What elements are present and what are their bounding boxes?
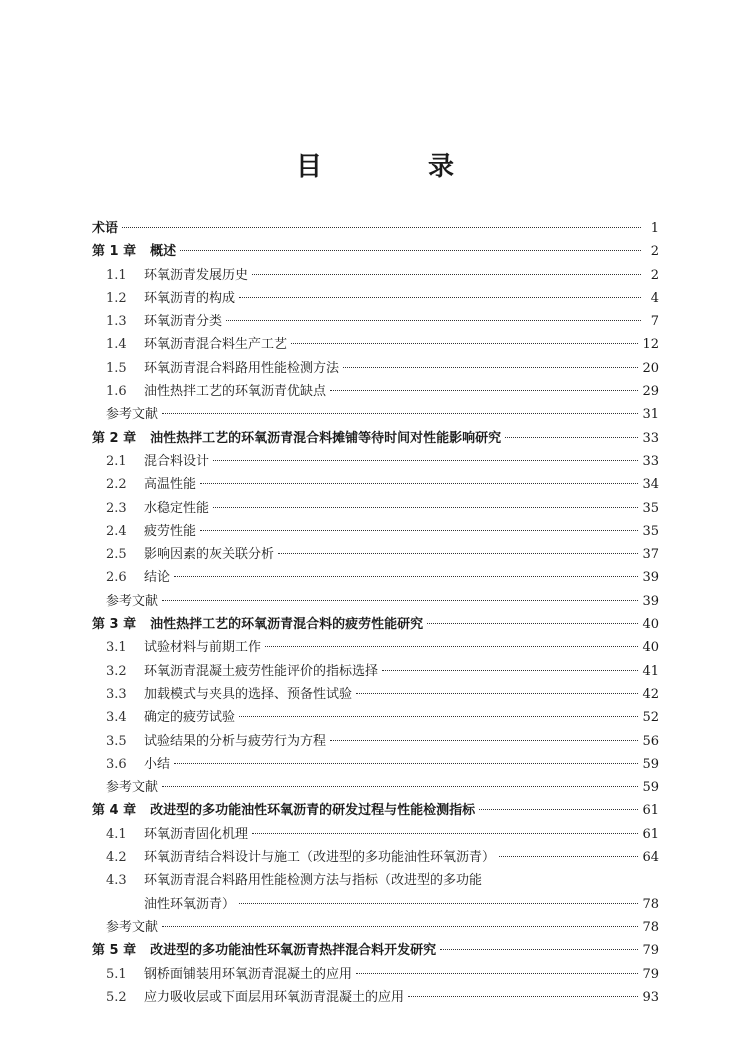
toc-entry-page: 59	[642, 756, 659, 772]
toc-entry-page: 35	[642, 523, 659, 539]
toc-entry-number: 1.5	[106, 360, 127, 376]
toc-entry-number: 第 2 章	[92, 430, 137, 446]
toc-entry[interactable]	[92, 939, 659, 962]
toc-entry-number: 1.2	[106, 290, 127, 306]
dot-leader	[330, 740, 638, 741]
toc-entry-page: 40	[642, 617, 659, 633]
toc-entry-label: 参考文献	[106, 593, 159, 609]
toc-entry[interactable]	[92, 660, 659, 683]
toc-entry-label: 环氧沥青混合料生产工艺	[144, 337, 288, 353]
toc-entry[interactable]	[92, 846, 659, 869]
toc-entry-page: 39	[642, 570, 659, 586]
toc-entry[interactable]	[92, 333, 659, 356]
toc-entry-label: 术语	[92, 221, 119, 236]
toc-entry-number: 2.5	[106, 547, 127, 563]
toc-entry-page: 93	[642, 989, 659, 1005]
toc-entry[interactable]	[92, 869, 659, 892]
dot-leader	[505, 437, 638, 438]
toc-entry[interactable]	[92, 217, 659, 240]
toc-entry-label: 改进型的多功能油性环氧沥青热拌混合料开发研究	[150, 943, 437, 959]
toc-entry-page: 39	[642, 593, 659, 609]
toc-entry-page: 12	[642, 337, 659, 353]
toc-entry-label: 小结	[144, 756, 171, 772]
toc-entry-label: 确定的疲劳试验	[144, 710, 236, 726]
toc-entry[interactable]	[92, 240, 659, 263]
toc-entry[interactable]	[92, 730, 659, 753]
toc-entry-page: 29	[642, 384, 659, 400]
toc-entry-number: 3.5	[106, 733, 127, 749]
toc-entry-page: 20	[642, 360, 659, 376]
toc-entry[interactable]	[92, 450, 659, 473]
toc-entry-page: 2	[650, 244, 659, 260]
dot-leader	[265, 646, 638, 647]
dot-leader	[499, 856, 638, 857]
toc-entry[interactable]	[92, 776, 659, 799]
table-of-contents	[92, 217, 659, 1009]
toc-entry-page: 37	[642, 547, 659, 563]
toc-entry-page: 42	[642, 686, 659, 702]
toc-entry[interactable]	[92, 310, 659, 333]
toc-entry-page: 34	[642, 477, 659, 493]
dot-leader	[356, 973, 638, 974]
toc-entry-number: 3.2	[106, 663, 127, 679]
toc-entry-label: 环氧沥青固化机理	[144, 826, 249, 842]
toc-entry-label: 环氧沥青分类	[144, 314, 223, 330]
toc-entry-number: 3.1	[106, 640, 127, 656]
toc-entry-number: 1.3	[106, 314, 127, 330]
toc-entry[interactable]	[92, 986, 659, 1009]
toc-entry-page: 40	[642, 640, 659, 656]
toc-entry-number: 4.1	[106, 826, 127, 842]
toc-entry[interactable]	[92, 823, 659, 846]
toc-entry-label: 油性热拌工艺的环氧沥青混合料摊铺等待时间对性能影响研究	[150, 430, 502, 446]
toc-entry-page: 79	[642, 943, 659, 959]
toc-entry-page: 59	[642, 780, 659, 796]
toc-entry-label: 油性环氧沥青）	[144, 896, 236, 912]
toc-entry-page: 61	[642, 826, 659, 842]
toc-entry-label: 参考文献	[106, 919, 159, 935]
toc-entry-label: 改进型的多功能油性环氧沥青的研发过程与性能检测指标	[150, 803, 476, 819]
toc-entry-number: 第 5 章	[92, 943, 137, 959]
toc-entry-number: 第 1 章	[92, 244, 137, 260]
dot-leader	[278, 553, 638, 554]
toc-entry-page: 31	[642, 407, 659, 423]
dot-leader	[162, 926, 638, 927]
toc-entry-number: 3.6	[106, 756, 127, 772]
toc-entry-label: 环氧沥青混合料路用性能检测方法	[144, 360, 340, 376]
toc-entry-page: 56	[642, 733, 659, 749]
toc-entry-number: 2.4	[106, 523, 127, 539]
toc-entry[interactable]	[92, 753, 659, 776]
dot-leader	[408, 996, 638, 997]
dot-leader	[180, 250, 641, 251]
toc-entry[interactable]	[92, 520, 659, 543]
toc-entry[interactable]	[92, 264, 659, 287]
toc-entry-number: 1.4	[106, 337, 127, 353]
dot-leader	[162, 600, 638, 601]
toc-entry[interactable]	[92, 613, 659, 636]
dot-leader	[174, 576, 638, 577]
toc-entry-page: 64	[642, 850, 659, 866]
toc-entry[interactable]	[92, 427, 659, 450]
toc-entry[interactable]	[92, 799, 659, 822]
toc-entry-page: 78	[642, 896, 659, 912]
toc-entry-number: 1.1	[106, 267, 127, 283]
toc-entry-label: 环氧沥青的构成	[144, 290, 236, 306]
toc-entry-page: 41	[642, 663, 659, 679]
toc-entry-label: 试验材料与前期工作	[144, 640, 262, 656]
toc-entry[interactable]	[92, 357, 659, 380]
toc-entry-page: 33	[642, 430, 659, 446]
toc-entry-number: 4.3	[106, 873, 127, 889]
dot-leader	[330, 390, 638, 391]
toc-entry-label: 混合料设计	[144, 453, 210, 469]
toc-entry-label: 参考文献	[106, 780, 159, 796]
toc-entry-label: 高温性能	[144, 477, 197, 493]
toc-entry[interactable]	[92, 893, 659, 916]
toc-entry[interactable]	[92, 380, 659, 403]
toc-entry-page: 4	[650, 290, 659, 306]
toc-entry-page: 2	[650, 267, 659, 283]
toc-entry-number: 第 4 章	[92, 803, 137, 819]
toc-entry-label: 参考文献	[106, 407, 159, 423]
toc-entry-number: 2.6	[106, 570, 127, 586]
dot-leader	[440, 949, 638, 950]
toc-entry[interactable]	[92, 287, 659, 310]
dot-leader	[226, 320, 641, 321]
dot-leader	[213, 460, 638, 461]
toc-entry[interactable]	[92, 566, 659, 589]
toc-entry[interactable]	[92, 636, 659, 659]
toc-entry-label: 油性热拌工艺的环氧沥青混合料的疲劳性能研究	[150, 617, 424, 633]
toc-entry-number: 5.2	[106, 989, 127, 1005]
dot-leader	[122, 227, 641, 228]
toc-entry-label: 水稳定性能	[144, 500, 210, 516]
toc-entry-number: 2.3	[106, 500, 127, 516]
dot-leader	[252, 833, 638, 834]
dot-leader	[427, 623, 638, 624]
toc-entry[interactable]	[92, 916, 659, 939]
toc-entry-number: 4.2	[106, 850, 127, 866]
toc-entry[interactable]	[92, 403, 659, 426]
toc-entry-label: 疲劳性能	[144, 523, 197, 539]
toc-entry-label: 概述	[150, 244, 177, 260]
dot-leader	[252, 274, 641, 275]
toc-entry-page: 33	[642, 453, 659, 469]
dot-leader	[356, 693, 638, 694]
dot-leader	[382, 670, 638, 671]
toc-entry-label: 试验结果的分析与疲劳行为方程	[144, 733, 327, 749]
dot-leader	[479, 809, 638, 810]
toc-entry-label: 应力吸收层或下面层用环氧沥青混凝土的应用	[144, 989, 405, 1005]
page-title: 目 录	[295, 152, 494, 182]
toc-entry[interactable]	[92, 706, 659, 729]
toc-entry-number: 2.1	[106, 453, 127, 469]
toc-entry-label: 结论	[144, 570, 171, 586]
toc-entry-number: 3.4	[106, 710, 127, 726]
toc-entry-page: 7	[650, 314, 659, 330]
dot-leader	[291, 343, 638, 344]
toc-entry-number: 第 3 章	[92, 617, 137, 633]
toc-entry[interactable]	[92, 497, 659, 520]
dot-leader	[200, 483, 638, 484]
toc-entry-label: 环氧沥青发展历史	[144, 267, 249, 283]
toc-entry-number: 2.2	[106, 477, 127, 493]
dot-leader	[162, 786, 638, 787]
dot-leader	[200, 530, 638, 531]
toc-entry-label: 环氧沥青混凝土疲劳性能评价的指标选择	[144, 663, 379, 679]
toc-entry-label: 影响因素的灰关联分析	[144, 547, 275, 563]
toc-entry-label: 环氧沥青混合料路用性能检测方法与指标（改进型的多功能	[144, 873, 483, 889]
dot-leader	[343, 367, 638, 368]
toc-entry-label: 加载模式与夹具的选择、预备性试验	[144, 686, 353, 702]
toc-entry-page: 52	[642, 710, 659, 726]
toc-entry-label: 钢桥面铺装用环氧沥青混凝土的应用	[144, 966, 353, 982]
toc-entry-page: 1	[650, 221, 659, 236]
toc-entry-number: 5.1	[106, 966, 127, 982]
toc-entry[interactable]	[92, 590, 659, 613]
toc-entry-number: 3.3	[106, 686, 127, 702]
toc-entry-label: 油性热拌工艺的环氧沥青优缺点	[144, 384, 327, 400]
dot-leader	[239, 297, 641, 298]
toc-entry[interactable]	[92, 473, 659, 496]
toc-entry-page: 35	[642, 500, 659, 516]
dot-leader	[239, 903, 638, 904]
toc-entry-label: 环氧沥青结合料设计与施工（改进型的多功能油性环氧沥青）	[144, 850, 496, 866]
dot-leader	[239, 716, 638, 717]
dot-leader	[174, 763, 638, 764]
toc-entry-page: 79	[642, 966, 659, 982]
toc-entry[interactable]	[92, 963, 659, 986]
toc-entry[interactable]	[92, 683, 659, 706]
toc-entry-page: 78	[642, 919, 659, 935]
toc-entry-number: 1.6	[106, 384, 127, 400]
toc-entry[interactable]	[92, 543, 659, 566]
toc-entry-page: 61	[642, 803, 659, 819]
dot-leader	[213, 507, 638, 508]
dot-leader	[162, 413, 638, 414]
